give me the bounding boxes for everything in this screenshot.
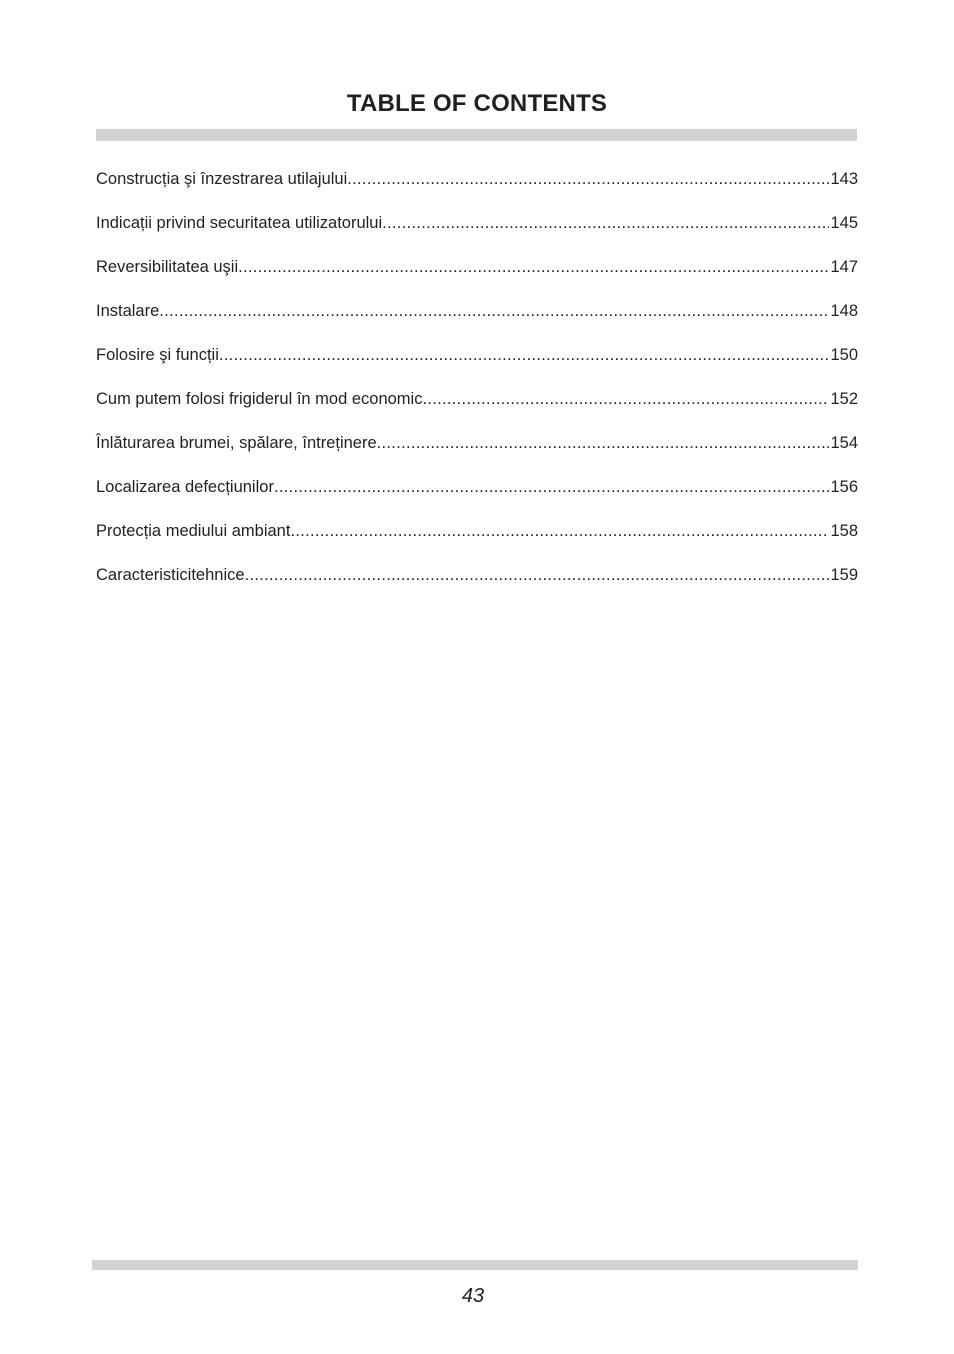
- toc-entry-label: Instalare: [96, 302, 160, 320]
- toc-dot-leader: [347, 168, 829, 190]
- toc-entry-door-reversibility[interactable]: [96, 256, 858, 300]
- toc-entry-label: Protecția mediului ambiant: [96, 522, 291, 540]
- toc-dot-leader: [159, 300, 829, 322]
- toc-entry-economic-use[interactable]: [96, 388, 858, 432]
- toc-entry-page: 143: [830, 170, 858, 188]
- table-of-contents: [96, 168, 858, 608]
- toc-entry-environment[interactable]: [96, 520, 858, 564]
- toc-entry-label: Folosire şi funcții: [96, 346, 219, 364]
- toc-entry-defrosting-maintenance[interactable]: [96, 432, 858, 476]
- toc-dot-leader: [382, 212, 829, 234]
- toc-entry-page: 152: [830, 390, 858, 408]
- toc-entry-page: 145: [830, 214, 858, 232]
- toc-entry-page: 154: [830, 434, 858, 452]
- toc-entry-label: Indicații privind securitatea utilizatorului: [96, 214, 383, 232]
- toc-entry-label: Localizarea defecțiunilor: [96, 478, 274, 496]
- toc-entry-construction[interactable]: [96, 168, 858, 212]
- toc-dot-leader: [377, 432, 830, 454]
- toc-entry-page: 147: [830, 258, 858, 276]
- toc-entry-label: Construcția şi înzestrarea utilajului: [96, 170, 348, 188]
- toc-entry-label: Caracteristicitehnice: [96, 566, 245, 584]
- toc-entry-page: 148: [830, 302, 858, 320]
- toc-dot-leader: [219, 344, 830, 366]
- page-title: TABLE OF CONTENTS: [346, 90, 608, 117]
- toc-dot-leader: [290, 520, 829, 542]
- toc-entry-label: Înlăturarea brumei, spălare, întreținere: [96, 434, 377, 452]
- toc-entry-safety[interactable]: [96, 212, 858, 256]
- toc-dot-leader: [422, 388, 829, 410]
- toc-dot-leader: [238, 256, 829, 278]
- toc-entry-usage[interactable]: [96, 344, 858, 388]
- toc-entry-label: Cum putem folosi frigiderul în mod economic: [96, 390, 423, 408]
- toc-entry-page: 159: [830, 566, 858, 584]
- page-number: 43: [461, 1285, 485, 1307]
- toc-entry-page: 150: [830, 346, 858, 364]
- toc-entry-technical-specs[interactable]: [96, 564, 858, 608]
- footer-divider: [92, 1260, 858, 1270]
- title-divider: [96, 129, 857, 141]
- toc-entry-page: 156: [830, 478, 858, 496]
- toc-dot-leader: [245, 564, 830, 586]
- toc-entry-installation[interactable]: [96, 300, 858, 344]
- toc-dot-leader: [274, 476, 830, 498]
- toc-entry-label: Reversibilitatea uşii: [96, 258, 239, 276]
- toc-entry-troubleshooting[interactable]: [96, 476, 858, 520]
- toc-entry-page: 158: [830, 522, 858, 540]
